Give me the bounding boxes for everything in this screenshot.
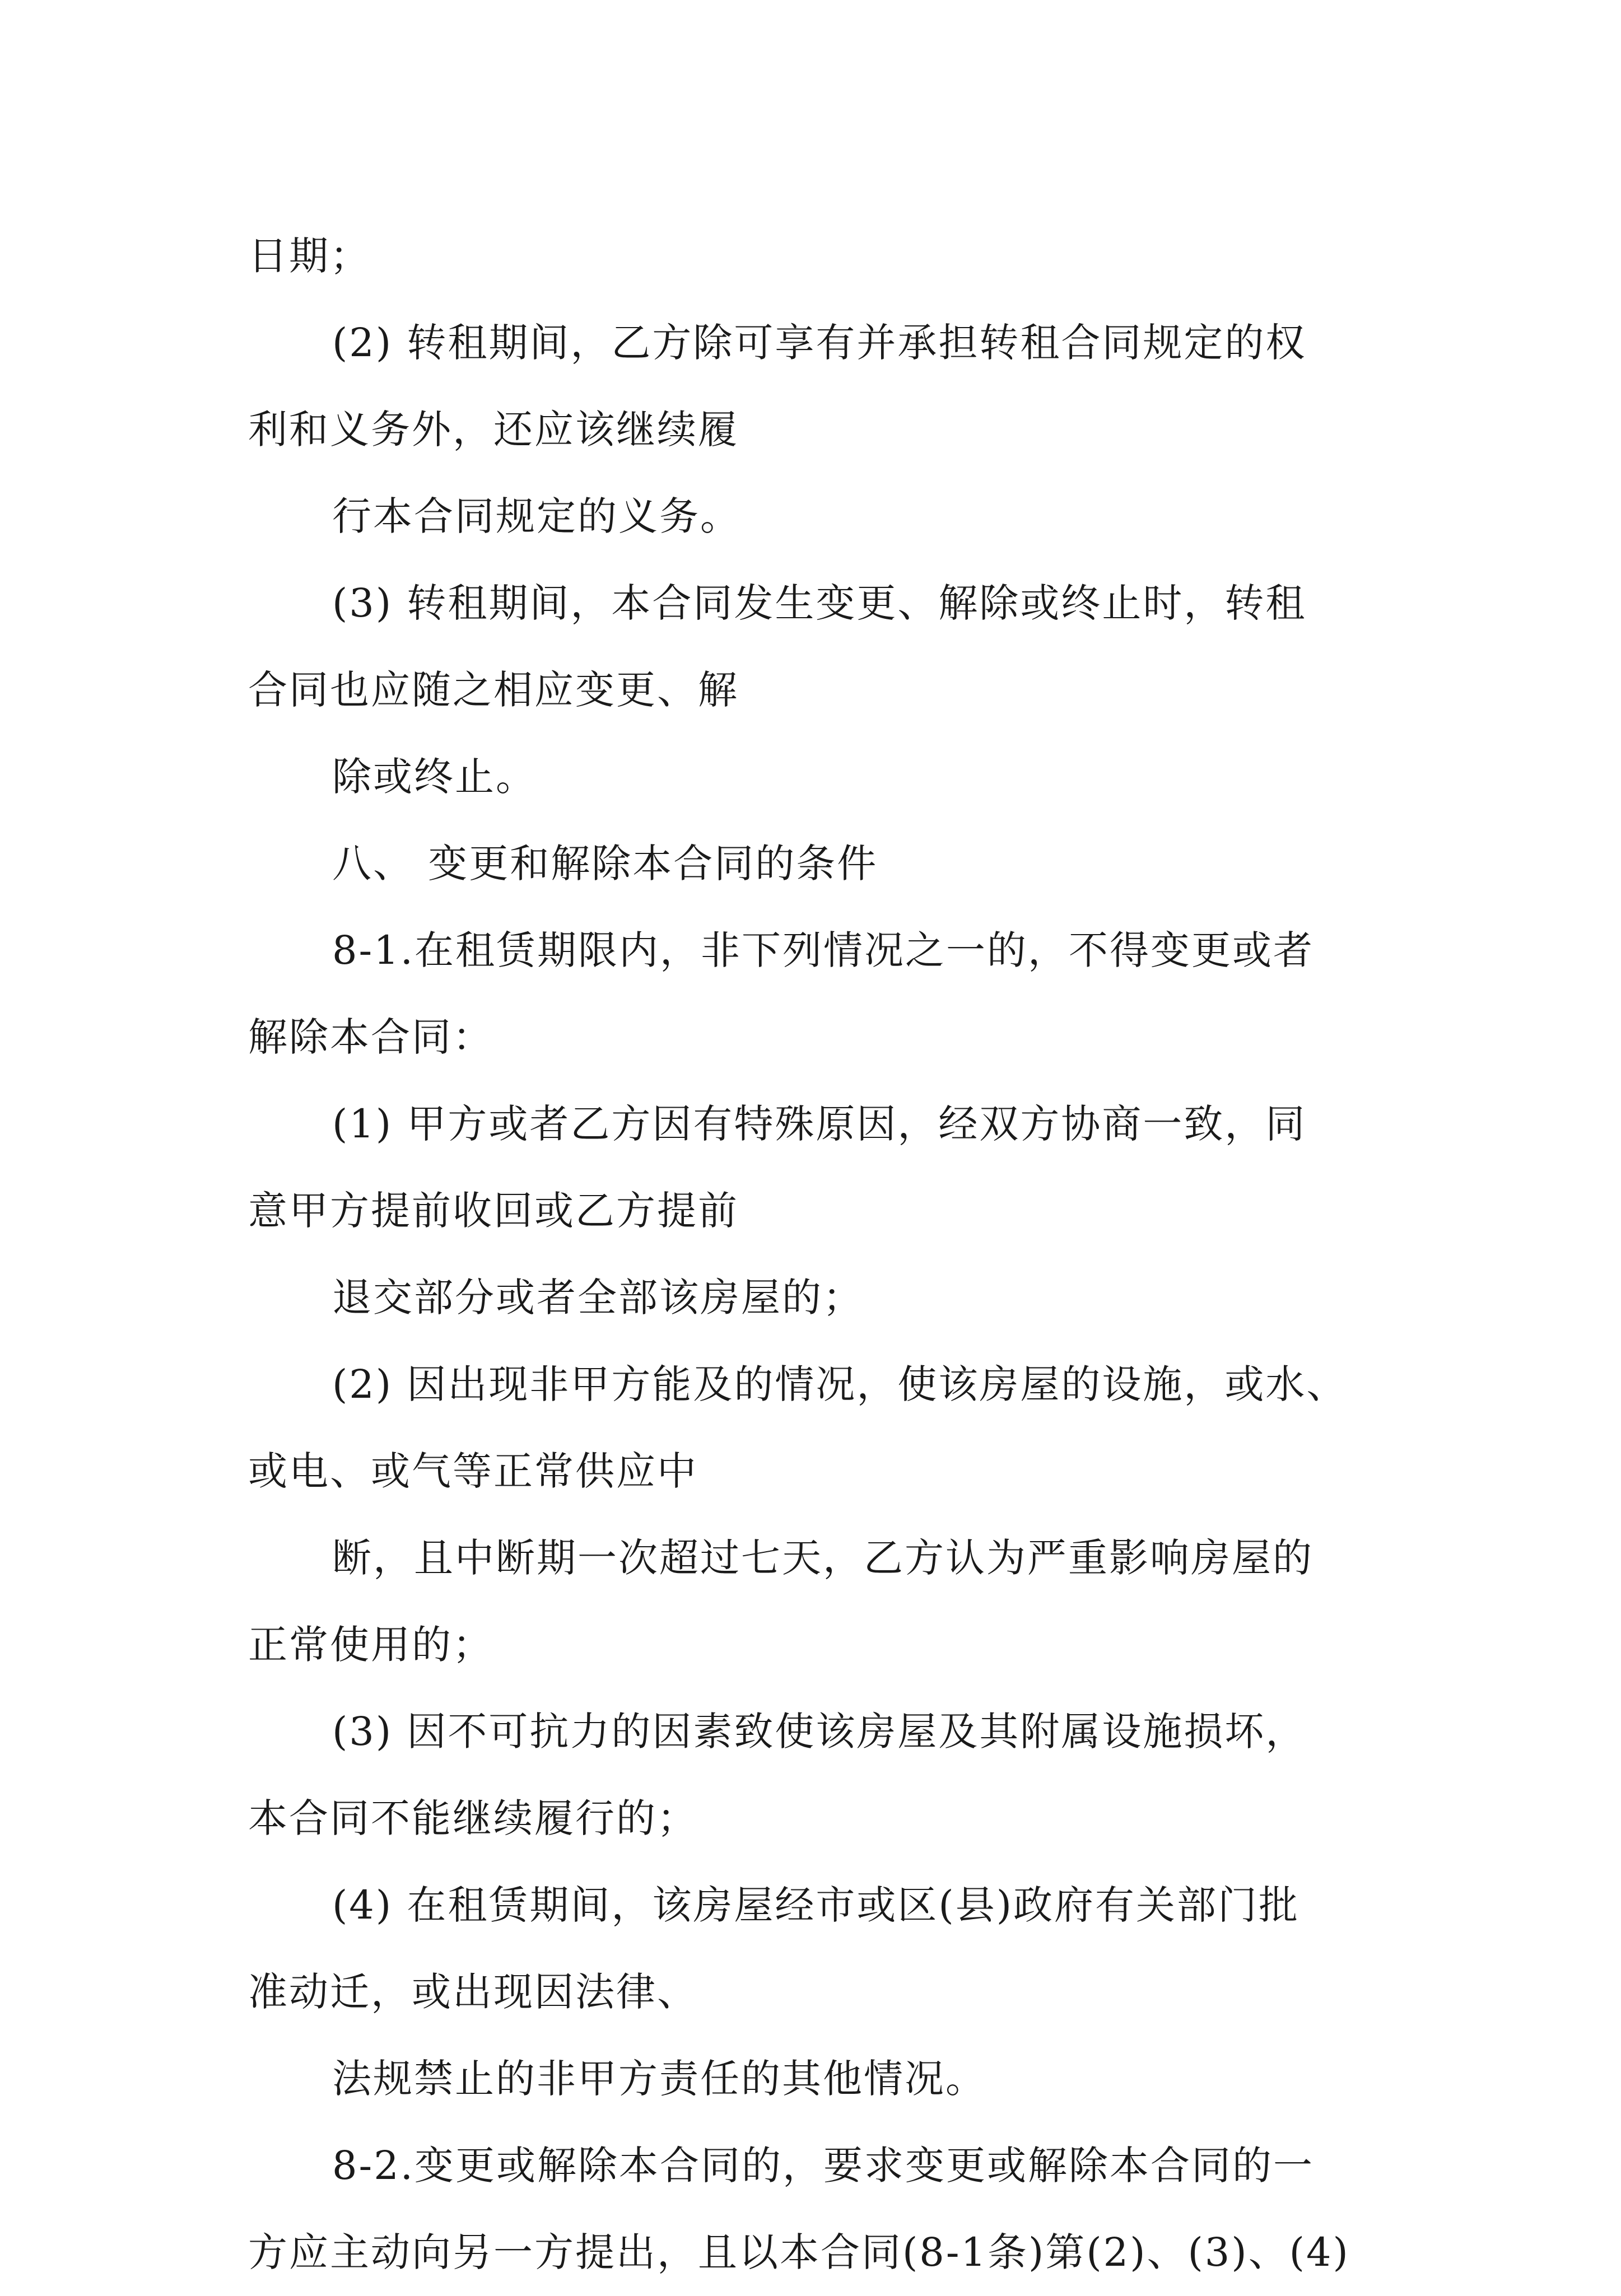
text-line: 方应主动向另一方提出，且以本合同(8-1条)第(2)、(3)、(4) (248, 2229, 1350, 2275)
text-line: (2) 转租期间，乙方除可享有并承担转租合同规定的权 (332, 320, 1307, 366)
section-heading: 八、 变更和解除本合同的条件 (332, 841, 878, 886)
text-line: 退交部分或者全部该房屋的； (332, 1275, 864, 1320)
text-line: 利和义务外，还应该继续履 (248, 407, 739, 452)
text-line: 意甲方提前收回或乙方提前 (248, 1188, 739, 1234)
text-line: 合同也应随之相应变更、解 (248, 667, 739, 713)
contract-text-body (248, 213, 1380, 2296)
text-line: 准动迁，或出现因法律、 (248, 1969, 698, 2015)
text-line: 8-2.变更或解除本合同的，要求变更或解除本合同的一 (332, 2143, 1314, 2188)
text-line: (3) 转租期间，本合同发生变更、解除或终止时，转租 (332, 580, 1307, 626)
text-line: 解除本合同： (248, 1014, 493, 1060)
text-line: (3) 因不可抗力的因素致使该房屋及其附属设施损坏， (332, 1709, 1307, 1754)
text-line: (4) 在租赁期间，该房屋经市或区(县)政府有关部门批 (332, 1882, 1300, 1928)
text-line: 行本合同规定的义务。 (332, 493, 741, 539)
text-line: 法规禁止的非甲方责任的其他情况。 (332, 2056, 986, 2102)
text-line: 或电、或气等正常供应中 (248, 1448, 698, 1494)
text-line: 8-1.在租赁期限内，非下列情况之一的，不得变更或者 (332, 927, 1314, 973)
text-line: (1) 甲方或者乙方因有特殊原因，经双方协商一致，同 (332, 1101, 1307, 1147)
text-line: 本合同不能继续履行的； (248, 1795, 698, 1841)
text-line: 日期； (248, 233, 371, 279)
text-line: (2) 因出现非甲方能及的情况，使该房屋的设施，或水、 (332, 1361, 1348, 1407)
text-line: 正常使用的； (248, 1622, 493, 1668)
text-line: 除或终止。 (332, 754, 537, 800)
text-line: 断，且中断期一次超过七天，乙方认为严重影响房屋的 (332, 1535, 1313, 1581)
